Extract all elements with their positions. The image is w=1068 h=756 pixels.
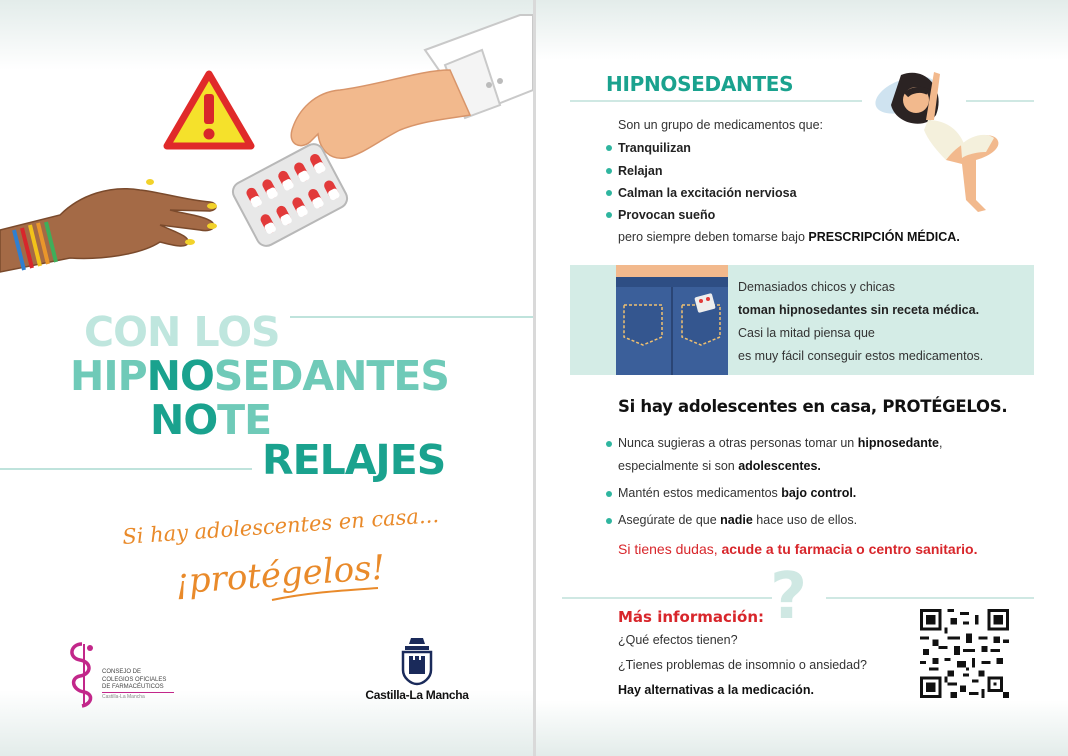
warning-icon: [163, 70, 255, 152]
hands-illustration: [0, 10, 533, 280]
more-info-list: ¿Qué efectos tienen? ¿Tienes problemas de insomnio o ansiedad? Hay alternativas a la medicación.: [618, 633, 867, 697]
left-panel: [0, 0, 533, 756]
right-panel: [536, 0, 1068, 756]
section-title: HIPNOSEDANTES: [606, 72, 794, 96]
tip-item: Mantén estos medicamentos bajo control.: [606, 482, 856, 505]
headline-line-1: CON LOS: [84, 308, 280, 356]
castilla-la-mancha-logo: Castilla-La Mancha: [362, 636, 472, 706]
effect-item: Relajan: [606, 164, 926, 178]
regional-shield-icon: [397, 636, 437, 686]
prescription-note: pero siempre deben tomarse bajo PRESCRIPCIÓN MÉDICA.: [618, 230, 960, 244]
script-protect: ¡protégelos!: [173, 547, 387, 603]
headline: [0, 306, 533, 486]
effect-item: Tranquilizan: [606, 141, 926, 155]
jeans-pocket-illustration: [616, 265, 728, 375]
tip-item: Nunca sugieras a otras personas tomar un hipnosedante, especialmente si son adolescentes.: [606, 432, 942, 478]
effect-item: Calman la excitación nerviosa: [606, 186, 926, 200]
caduceus-icon: [66, 640, 102, 708]
reaching-hand: [0, 179, 217, 272]
headline-line-3: NOTE: [150, 396, 272, 444]
stat-text: Demasiados chicos y chicas toman hipnosedantes sin receta médica. Casi la mitad piensa que es muy fácil conseguir estos medicamentos.: [738, 280, 984, 363]
qr-code[interactable]: [920, 609, 1009, 698]
doubt-message: Si tienes dudas, acude a tu farmacia o centro sanitario.: [618, 541, 978, 557]
council-logo: CONSEJO DE COLEGIOS OFICIALES DE FARMACÉUTICOS Castilla-La Mancha: [66, 640, 186, 710]
effect-item: Provocan sueño: [606, 208, 926, 222]
intro-text: Son un grupo de medicamentos que:: [618, 118, 823, 132]
headline-line-2: HIPNOSEDANTES: [70, 352, 449, 400]
script-underline: [270, 586, 380, 606]
tip-item: Asegúrate de que nadie hace uso de ellos.: [606, 509, 857, 532]
question-mark-icon: ?: [770, 560, 808, 634]
script-tagline: Si hay adolescentes en casa...: [121, 502, 440, 550]
headline-line-4: RELAJES: [262, 436, 446, 484]
more-info-title: Más información:: [618, 608, 765, 626]
protect-heading: Si hay adolescentes en casa, PROTÉGELOS.: [618, 397, 1008, 416]
